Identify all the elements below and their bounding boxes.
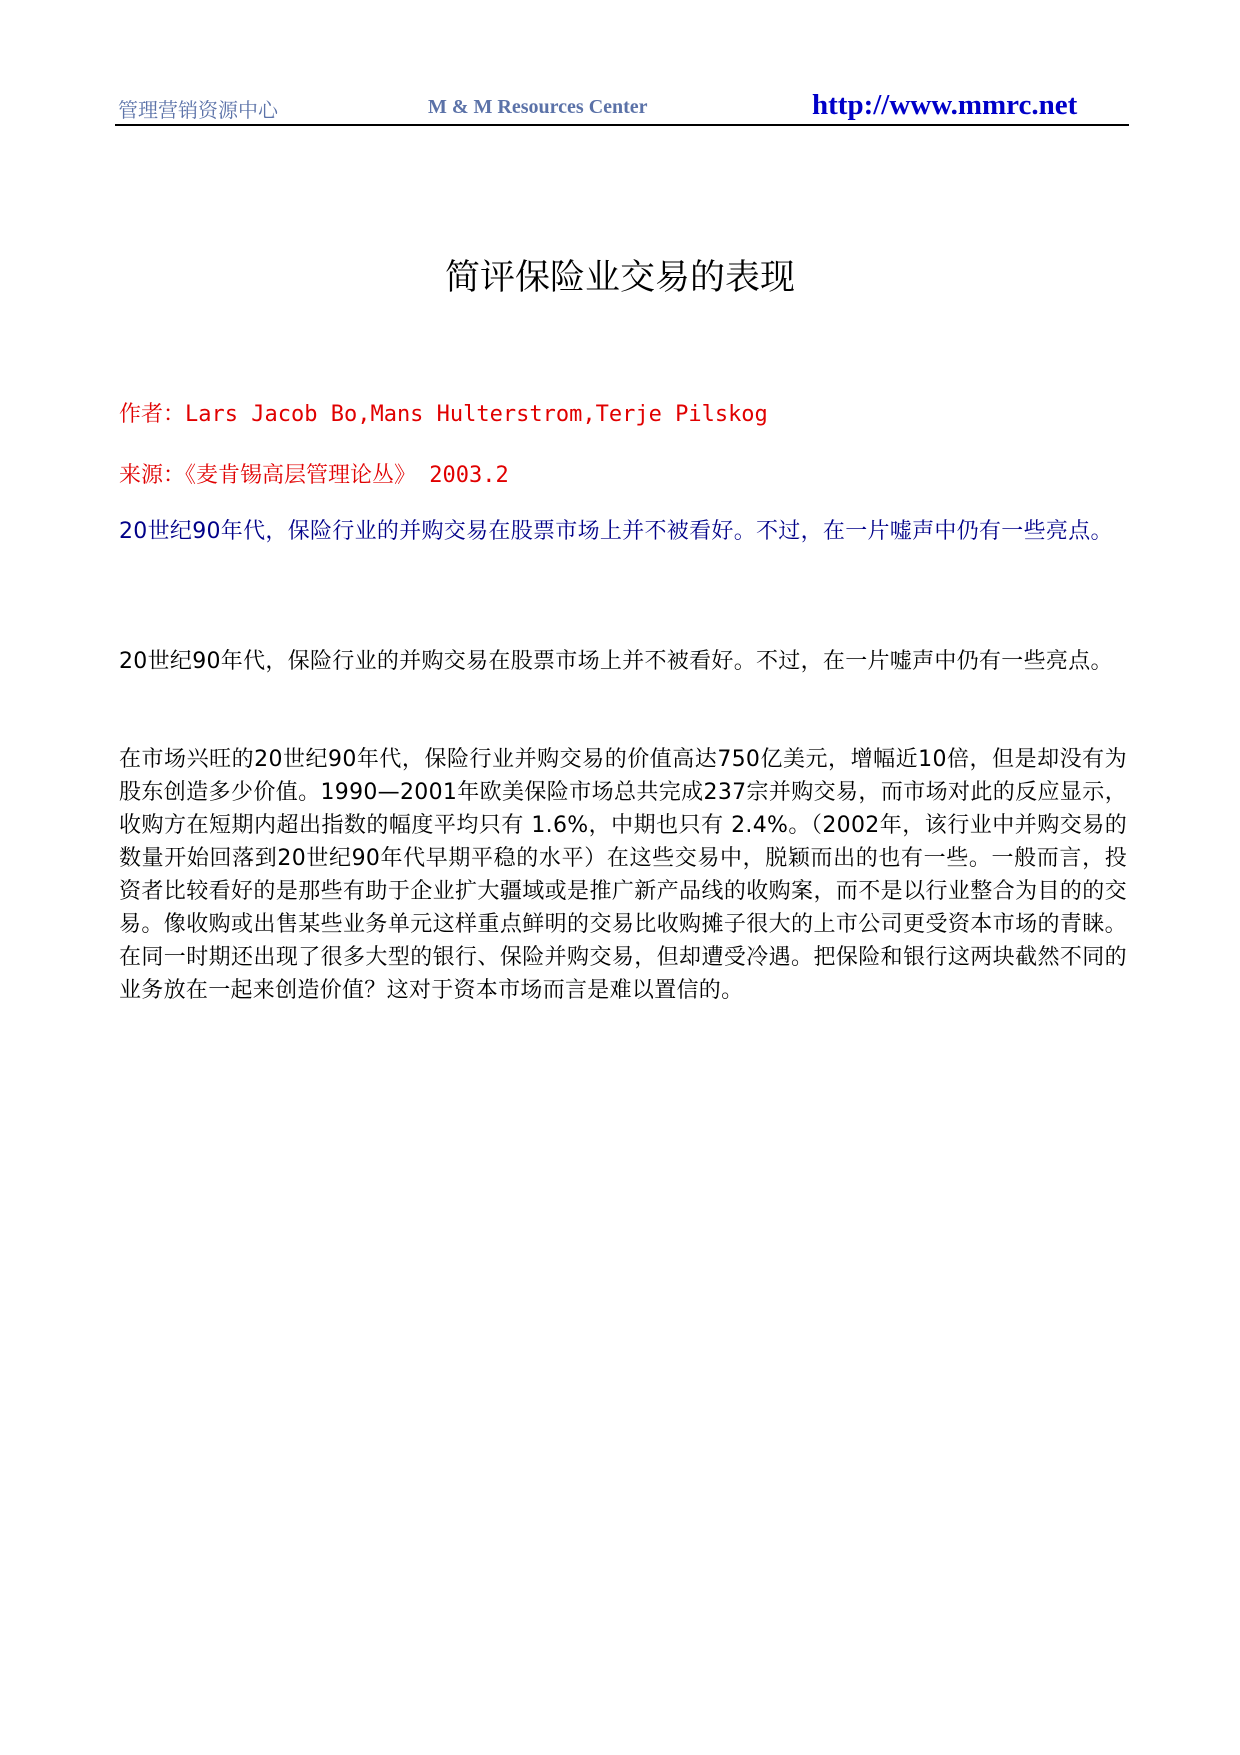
site-name-en: M & M Resources Center — [428, 96, 648, 118]
author-names: Lars Jacob Bo,Mans Hulterstrom,Terje Pilskog — [185, 402, 768, 427]
source-issue: 2003.2 — [416, 463, 509, 488]
body-paragraph-2: 在市场兴旺的20世纪90年代，保险行业并购交易的价值高达750亿美元，增幅近10倍，但是却没有为股东创造多少价值。1990—2001年欧美保险市场总共完成237宗并购交易，而市场对此的反应显示，收购方在短期内超出指数的幅度平均只有 1.6%，中期也只有 2.4%。（2002年，该行业中并购交易的数量开始回落到20世纪90年代早期平稳的水平）在这些交易中，脱颖而出的也有一些。一般而言，投资者比较看好的是那些有助于企业扩大疆域或是推广新产品线的收购案，而不是以行业整合为目的的交易。像收购或出售某些业务单元这样重点鲜明的交易比收购摊子很大的上市公司更受资本市场的青睐。在同一时期还出现了很多大型的银行、保险并购交易，但却遭受冷遇。把保险和银行这两块截然不同的业务放在一起来创造价值？这对于资本市场而言是难以置信的。 — [119, 747, 1127, 1003]
source-publication: 《麦肯锡高层管理论丛》 — [185, 463, 417, 488]
article-summary: 20世纪90年代，保险行业的并购交易在股票市场上并不被看好。不过，在一片嘘声中仍有一些亮点。 — [119, 519, 1113, 544]
article-title: 简评保险业交易的表现 — [444, 258, 795, 298]
page-header — [115, 88, 1129, 126]
source-label: 来源： — [119, 463, 186, 488]
site-url-link[interactable]: http://www.mmrc.net — [812, 89, 1078, 121]
site-name-cn: 管理营销资源中心 — [118, 98, 278, 122]
author-line — [119, 397, 768, 428]
source-line — [119, 458, 509, 489]
body-paragraph-1: 20世纪90年代，保险行业的并购交易在股票市场上并不被看好。不过，在一片嘘声中仍有一些亮点。 — [119, 649, 1113, 674]
author-label: 作者： — [119, 402, 186, 427]
